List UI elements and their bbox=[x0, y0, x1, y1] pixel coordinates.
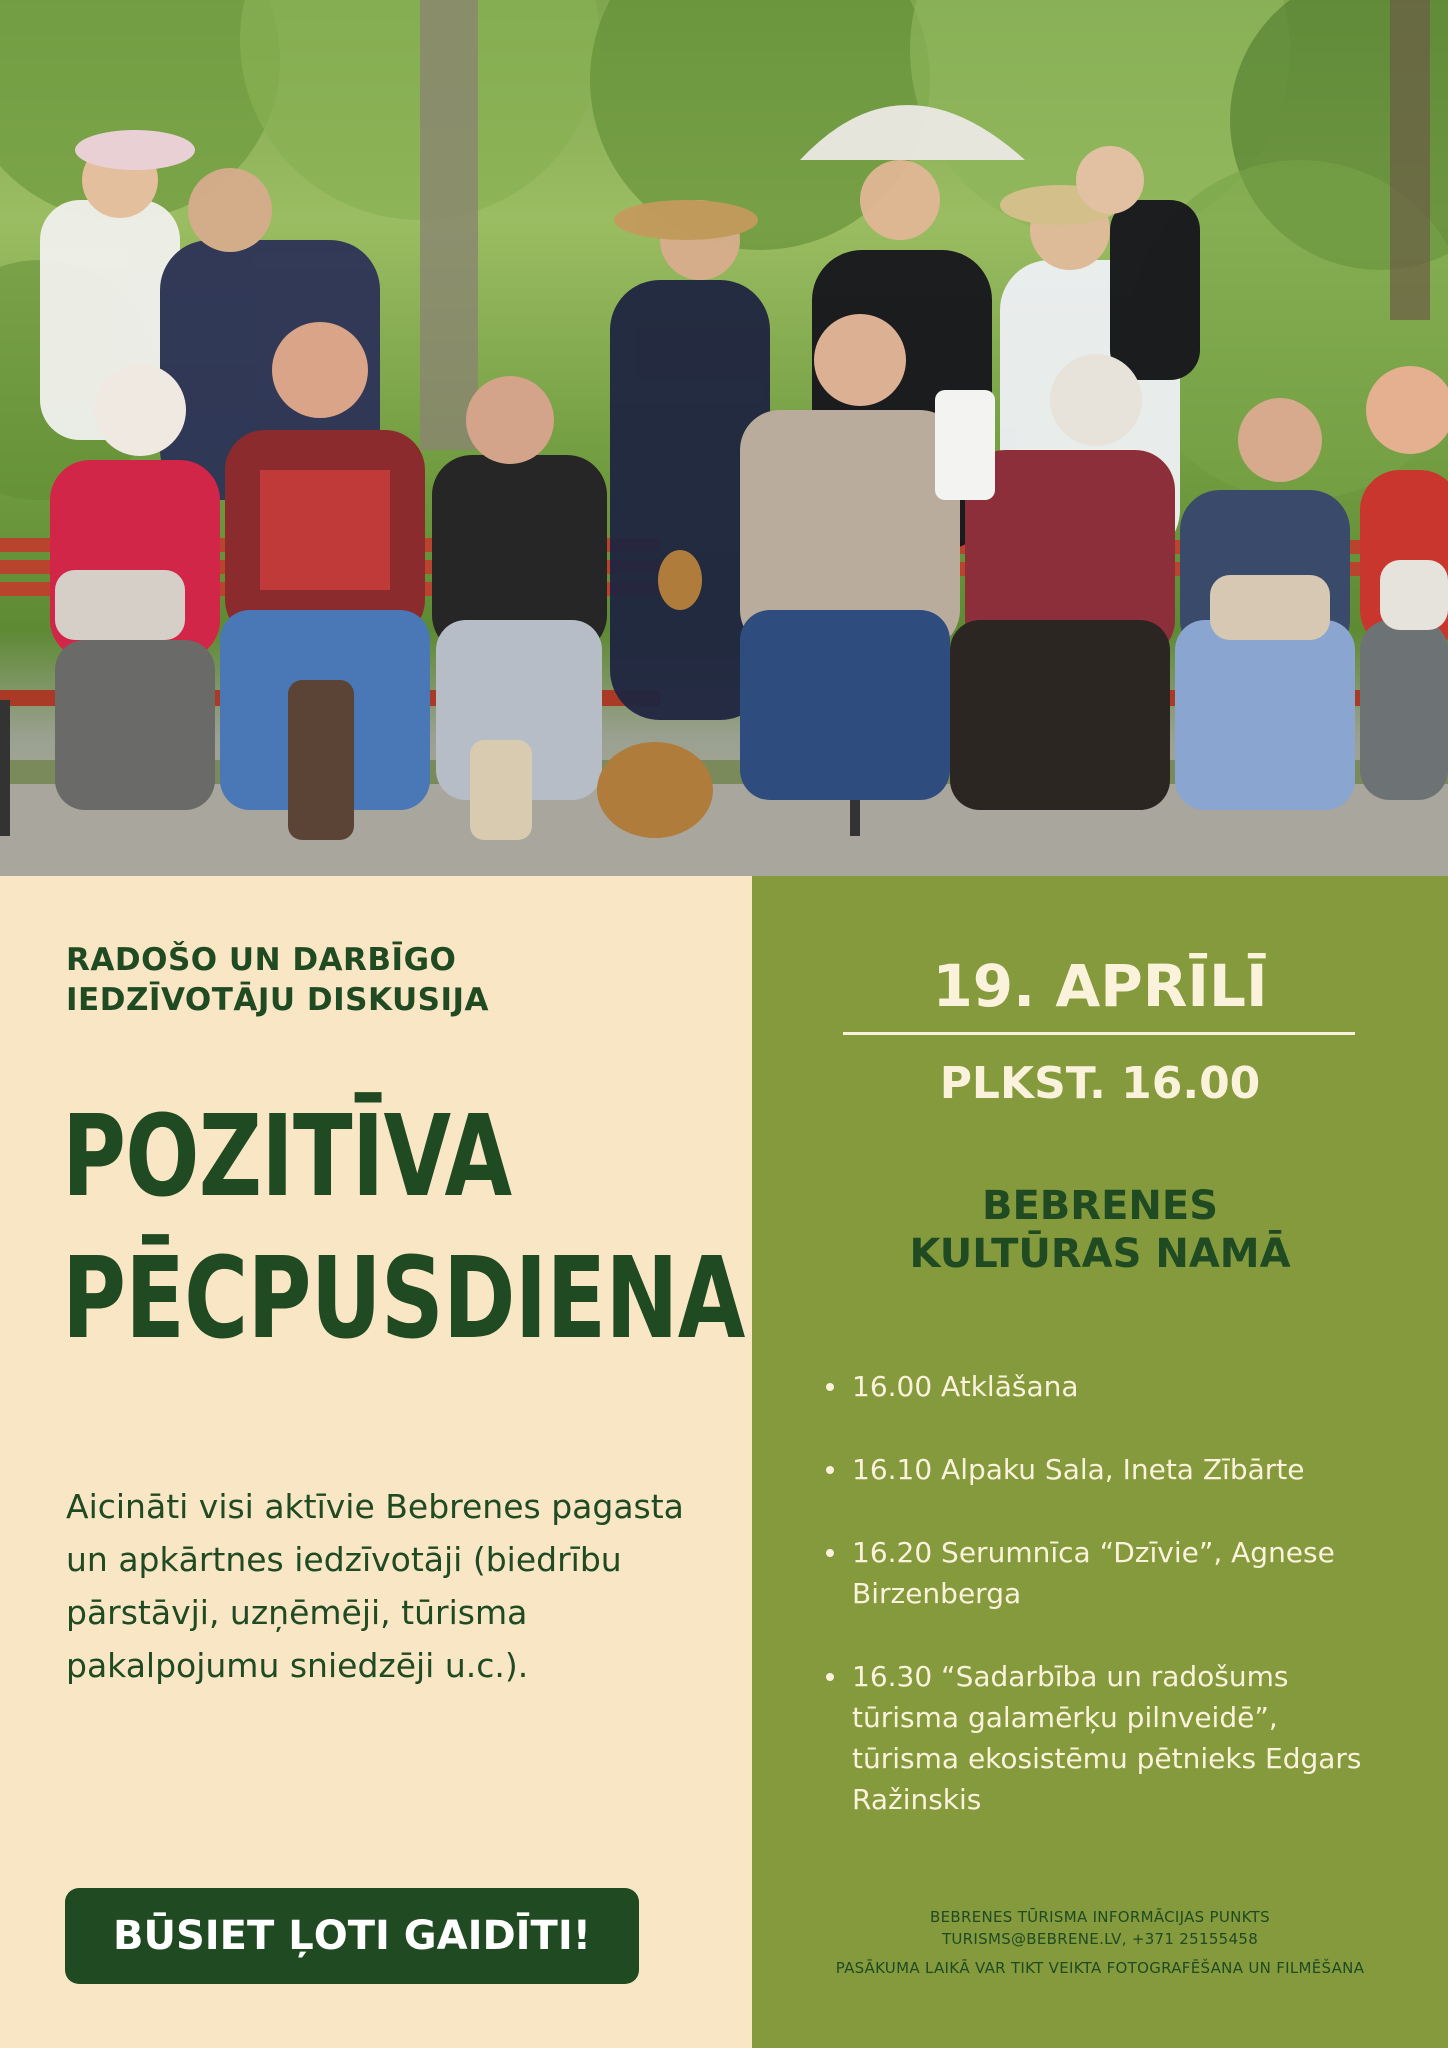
title-line: PĒCPUSDIENA bbox=[62, 1234, 745, 1364]
venue-line: KULTŪRAS NAMĀ bbox=[909, 1231, 1291, 1277]
footer-org: BEBRENES TŪRISMA INFORMĀCIJAS PUNKTS bbox=[930, 1908, 1270, 1926]
program-item-text: 16.00 Atklāšana bbox=[852, 1370, 1079, 1403]
event-date: 19. APRĪLĪ bbox=[932, 952, 1268, 1020]
header-photo bbox=[0, 0, 1448, 876]
program-item-text: 16.30 “Sadarbība un radošums tūrisma galamērķu pilnveidē”, tūrisma ekosistēmu pētnieks Edgars Ražinskis bbox=[852, 1660, 1362, 1816]
footer-contact[interactable]: TURISMS@BEBRENE.LV, +371 25155458 bbox=[941, 1930, 1259, 1948]
bullet-icon bbox=[826, 1383, 834, 1391]
event-time: PLKST. 16.00 bbox=[939, 1058, 1261, 1109]
bullet-icon bbox=[826, 1466, 834, 1474]
program-item bbox=[826, 1366, 1386, 1407]
title-line: POZITĪVA bbox=[62, 1092, 512, 1222]
program-item bbox=[826, 1656, 1386, 1820]
program-item-text: 16.20 Serumnīca “Dzīvie”, Agnese Birzenberga bbox=[852, 1536, 1335, 1610]
event-subtitle bbox=[66, 940, 666, 1020]
program-item bbox=[826, 1449, 1386, 1490]
subtitle-line: RADOŠO UN DARBĪGO bbox=[66, 942, 457, 978]
date-divider bbox=[843, 1032, 1355, 1035]
invitation-text: Aicināti visi aktīvie Bebrenes pagasta un apkārtnes iedzīvotāji (biedrību pārstāvji, uzņēmēji, tūrisma pakalpojumu sniedzēji u.c.). bbox=[66, 1487, 684, 1685]
bullet-icon bbox=[826, 1549, 834, 1557]
footer bbox=[752, 1906, 1448, 1979]
event-title bbox=[62, 1086, 745, 1370]
program-list bbox=[826, 1366, 1386, 1862]
welcome-button[interactable]: BŪSIET ĻOTI GAIDĪTI! bbox=[65, 1888, 639, 1984]
subtitle-line: IEDZĪVOTĀJU DISKUSIJA bbox=[66, 982, 490, 1018]
footer-note: PASĀKUMA LAIKĀ VAR TIKT VEIKTA FOTOGRAFĒŠANA UN FILMĒŠANA bbox=[835, 1959, 1365, 1977]
program-item-text: 16.10 Alpaku Sala, Ineta Zībārte bbox=[852, 1453, 1305, 1486]
bullet-icon bbox=[826, 1673, 834, 1681]
venue-line: BEBRENES bbox=[981, 1183, 1219, 1229]
left-panel bbox=[0, 876, 752, 2048]
program-item bbox=[826, 1532, 1386, 1614]
group-photo-illustration bbox=[0, 0, 1448, 876]
event-venue bbox=[752, 1182, 1448, 1278]
